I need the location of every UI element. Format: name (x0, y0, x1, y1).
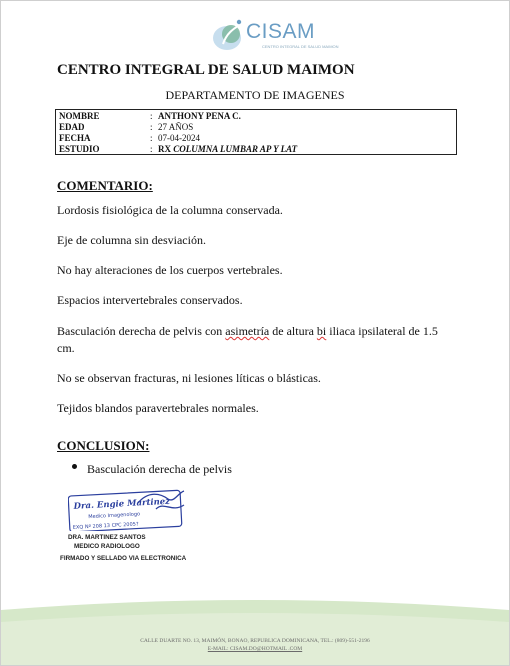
comment-cuerpos: No hay alteraciones de los cuerpos vertebrales. (57, 263, 283, 277)
spellcheck-word: asimetría (225, 324, 270, 338)
conclusion-item: Basculación derecha de pelvis (87, 462, 232, 476)
comentario-heading: COMENTARIO: (57, 178, 153, 193)
footer-wave (1, 596, 509, 665)
stamp-exq: EXQ Nº 208 13 CPC 2005? (72, 521, 139, 531)
stamp-role: Medico Imagenologo (88, 511, 141, 521)
text-run: iliaca ipsilateral de 1.5 cm. (57, 324, 438, 355)
colon: : (150, 144, 153, 154)
comment-tejidos: Tejidos blandos paravertebrales normales. (57, 401, 259, 415)
colon: : (150, 111, 153, 121)
comment-eje: Eje de columna sin desviación. (57, 233, 206, 247)
nombre-value: ANTHONY PENA C. (158, 111, 241, 121)
colon: : (150, 133, 153, 143)
comment-lordosis: Lordosis fisiológica de la columna conservada. (57, 203, 283, 217)
stamp-name: Dra. Engie Martinez (73, 496, 171, 512)
fecha-label: FECHA (59, 133, 91, 143)
estudio-description: COLUMNA LUMBAR AP Y LAT (173, 144, 298, 154)
comment-espacios: Espacios intervertebrales conservados. (57, 293, 243, 307)
comment-basculacion (57, 323, 457, 357)
comment-fracturas: No se observan fracturas, ni lesiones líticas o blásticas. (57, 371, 321, 385)
edad-value: 27 AÑOS (158, 122, 194, 132)
text-run: Basculación derecha de pelvis con (57, 324, 226, 338)
page-title: CENTRO INTEGRAL DE SALUD MAIMON (57, 62, 355, 78)
fecha-value: 07-04-2024 (158, 133, 200, 143)
conclusion-heading: CONCLUSION: (57, 438, 150, 453)
edad-label: EDAD (59, 122, 85, 132)
estudio-label: ESTUDIO (59, 144, 100, 154)
doctor-name: DRA. MARTINEZ SANTOS (68, 534, 146, 541)
text-run: de altura (269, 324, 317, 338)
patient-info-box (55, 109, 457, 155)
colon: : (150, 122, 153, 132)
signature-note: FIRMADO Y SELLADO VIA ELECTRONICA (60, 555, 187, 562)
signature-stamp (68, 489, 188, 531)
logo-brand: CISAM (246, 20, 316, 43)
logo-tagline: CENTRO INTEGRAL DE SALUD MAIMON (262, 44, 339, 49)
nombre-label: NOMBRE (59, 111, 100, 121)
doctor-title: MEDICO RADIOLOGO (74, 543, 140, 550)
department-label: DEPARTAMENTO DE IMAGENES (165, 88, 345, 102)
footer-email: E-MAIL: CISAM.DO@HOTMAIL .COM (207, 646, 303, 652)
estudio-prefix: RX (158, 144, 171, 154)
estudio-value (158, 144, 297, 155)
footer-address: CALLE DUARTE NO. 13, MAIMÓN, BONAO, REPUBLICA DOMINICANA, TEL.: (809)-551-2196 (140, 638, 370, 644)
spellcheck-word: bi (316, 324, 327, 338)
bullet-icon (72, 464, 80, 470)
